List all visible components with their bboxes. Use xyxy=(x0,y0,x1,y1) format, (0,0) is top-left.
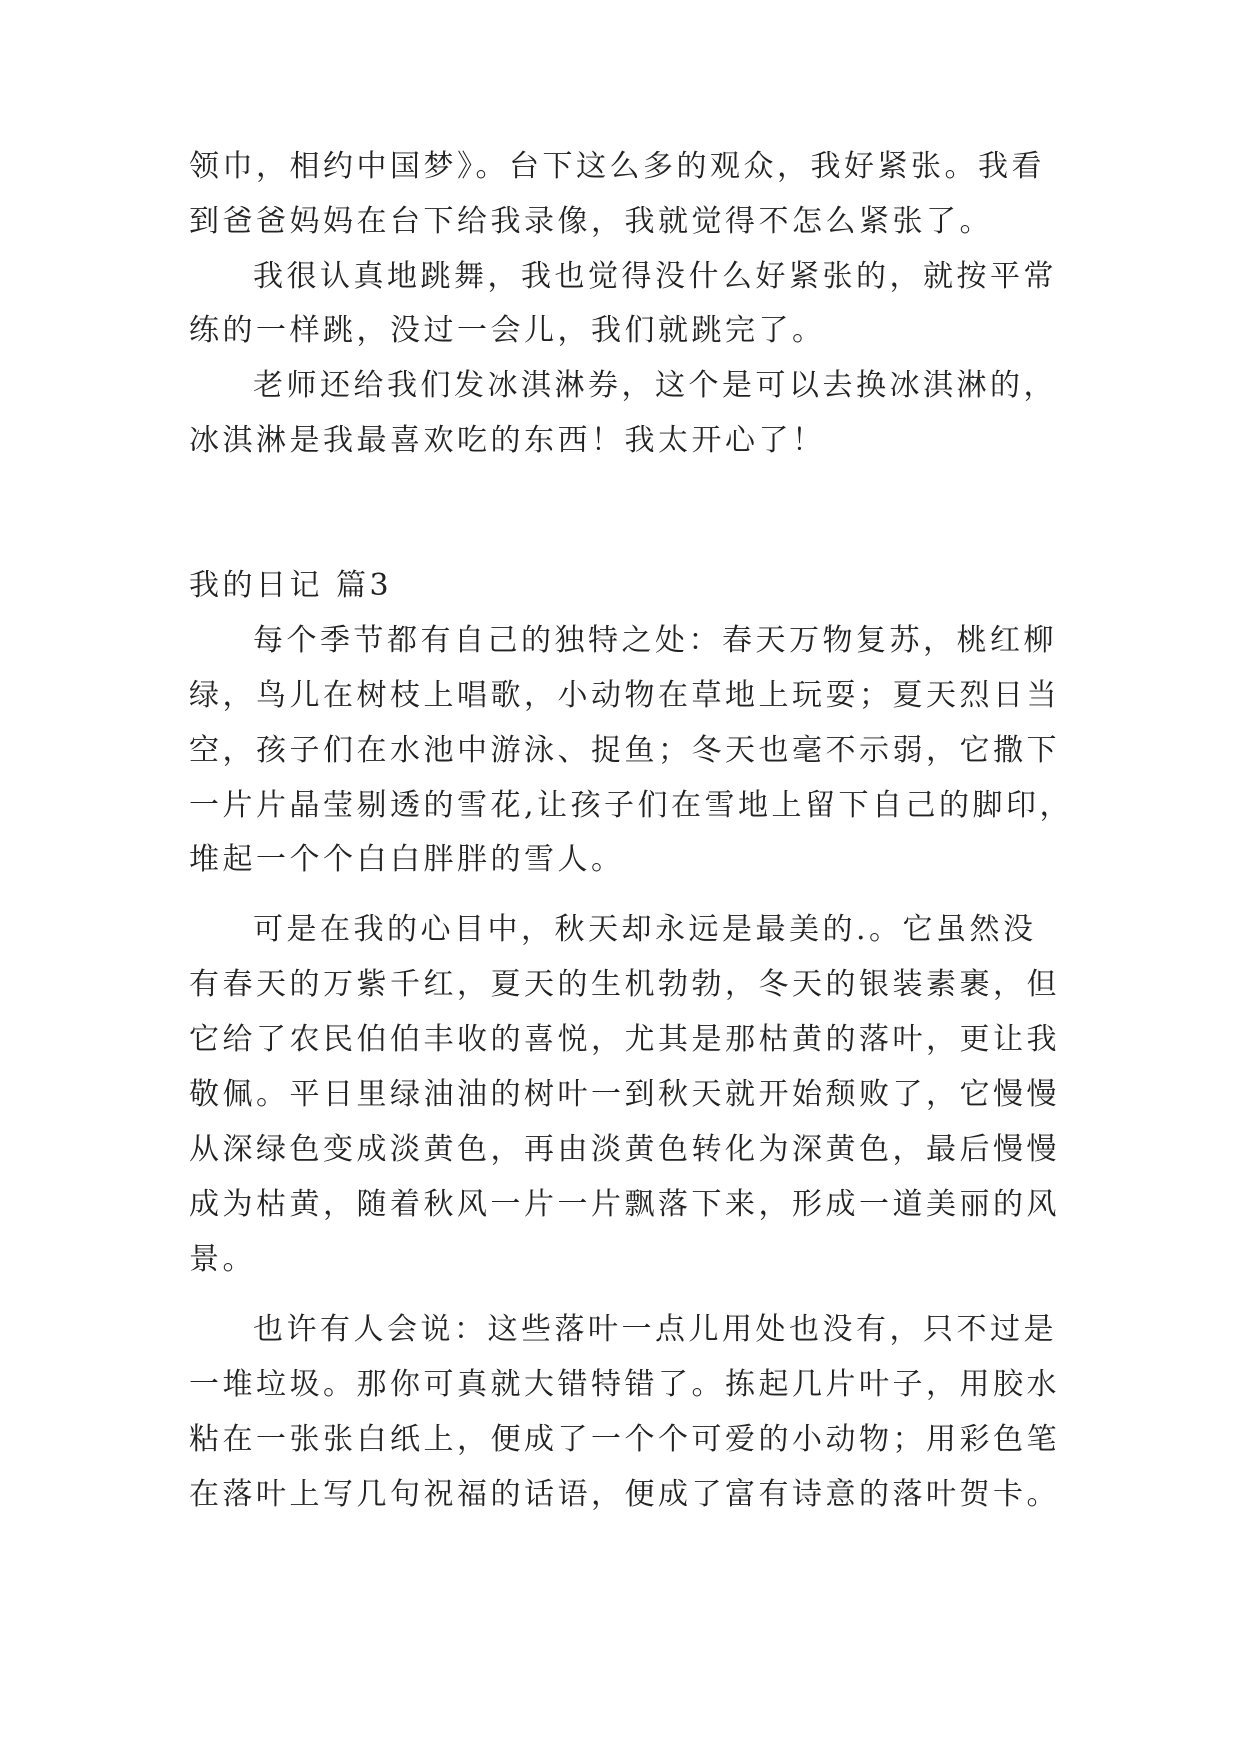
paragraph-line: 有春天的万紫千红，夏天的生机勃勃，冬天的银装素裹，但 xyxy=(189,967,1060,1002)
paragraph-line: 可是在我的心目中，秋天却永远是最美的.。它虽然没 xyxy=(253,912,1037,947)
paragraph-line: 粘在一张张白纸上，便成了一个个可爱的小动物；用彩色笔 xyxy=(189,1422,1060,1457)
paragraph-line: 它给了农民伯伯丰收的喜悦，尤其是那枯黄的落叶，更让我 xyxy=(189,1022,1060,1057)
paragraph-line: 从深绿色变成淡黄色，再由淡黄色转化为深黄色，最后慢慢 xyxy=(189,1132,1060,1167)
paragraph-line: 到爸爸妈妈在台下给我录像，我就觉得不怎么紧张了。 xyxy=(189,204,993,239)
paragraph-line: 一片片晶莹剔透的雪花,让孩子们在雪地上留下自己的脚印， xyxy=(189,788,1074,823)
paragraph-line: 一堆垃圾。那你可真就大错特错了。拣起几片叶子，用胶水 xyxy=(189,1367,1060,1402)
paragraph-line: 绿，鸟儿在树枝上唱歌，小动物在草地上玩耍；夏天烈日当 xyxy=(189,678,1060,713)
paragraph-line: 敬佩。平日里绿油油的树叶一到秋天就开始颓败了，它慢慢 xyxy=(189,1077,1060,1112)
section-title: 我的日记 篇3 xyxy=(189,568,393,603)
paragraph-line: 成为枯黄，随着秋风一片一片飘落下来，形成一道美丽的风 xyxy=(189,1187,1060,1222)
paragraph-line: 也许有人会说：这些落叶一点儿用处也没有，只不过是 xyxy=(253,1312,1057,1347)
paragraph-line: 每个季节都有自己的独特之处：春天万物复苏，桃红柳 xyxy=(253,623,1057,658)
paragraph-line: 在落叶上写几句祝福的话语，便成了富有诗意的落叶贺卡。 xyxy=(189,1477,1060,1512)
paragraph-line: 领巾，相约中国梦》。台下这么多的观众，我好紧张。我看 xyxy=(189,149,1045,184)
paragraph-line: 空，孩子们在水池中游泳、捉鱼；冬天也毫不示弱，它撒下 xyxy=(189,733,1060,768)
paragraph-line: 练的一样跳，没过一会儿，我们就跳完了。 xyxy=(189,313,826,348)
paragraph-line: 我很认真地跳舞，我也觉得没什么好紧张的，就按平常 xyxy=(253,259,1057,294)
paragraph-line: 景。 xyxy=(189,1242,256,1277)
paragraph-line: 冰淇淋是我最喜欢吃的东西！我太开心了！ xyxy=(189,423,826,458)
paragraph-line: 堆起一个个白白胖胖的雪人。 xyxy=(189,842,625,877)
paragraph-line: 老师还给我们发冰淇淋券，这个是可以去换冰淇淋的， xyxy=(253,368,1057,403)
